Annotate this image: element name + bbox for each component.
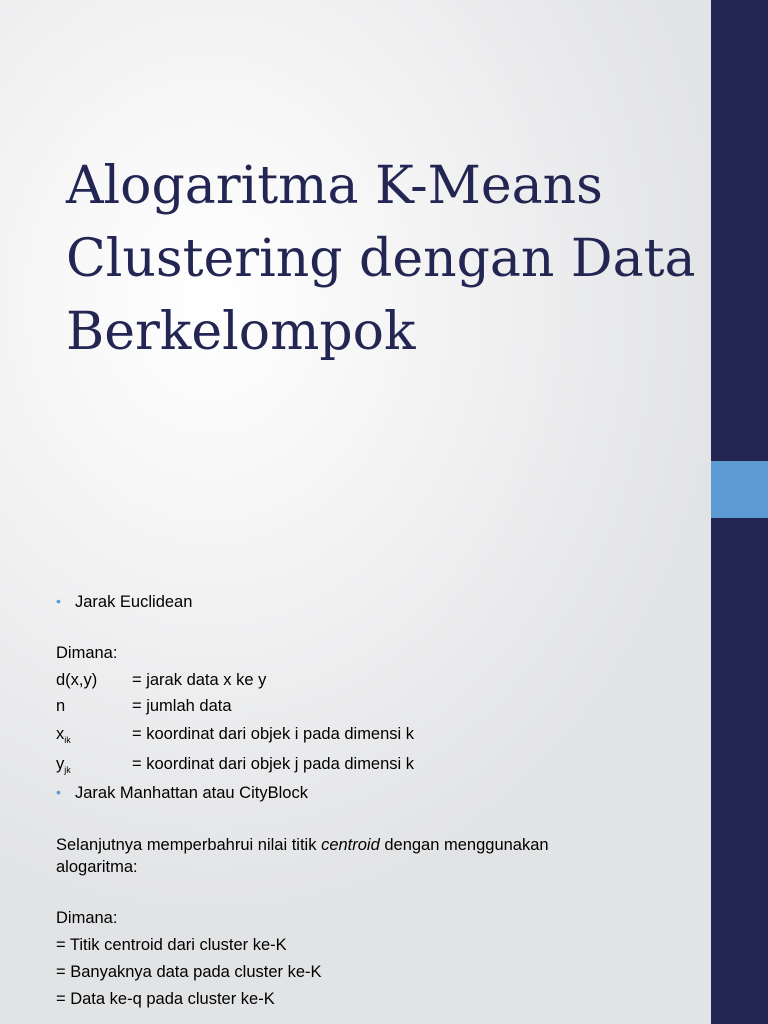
sidebar-accent-block — [711, 461, 768, 518]
bullet-icon: • — [56, 593, 61, 609]
definition-text: = koordinat dari objek j pada dimensi k — [132, 755, 415, 773]
centroid-definition: = Titik centroid dari cluster ke-K — [56, 936, 287, 954]
bullet-jarak-manhattan: Jarak Manhattan atau CityBlock — [75, 784, 308, 802]
definition-text: = jumlah data — [132, 697, 232, 715]
definition-variable: d(x,y) — [56, 671, 98, 689]
paragraph-line-2: alogaritma: — [56, 858, 138, 876]
title-line-2: Clustering dengan Data — [66, 229, 696, 289]
definition-variable: n — [56, 697, 66, 715]
title-line-1: Alogaritma K-Means — [66, 156, 603, 216]
title-line-3: Berkelompok — [66, 302, 416, 362]
variable-subscript: jk — [64, 765, 71, 775]
emphasis-centroid: centroid — [321, 836, 380, 854]
bullet-jarak-euclidean: Jarak Euclidean — [75, 593, 193, 611]
dimana-label-2: Dimana: — [56, 909, 118, 927]
count-definition: = Banyaknya data pada cluster ke-K — [56, 963, 322, 981]
definition-variable: $x_{ik}$ — [56, 725, 71, 745]
definition-variable: $y_{jk}$ — [56, 755, 71, 775]
definition-text: = jarak data x ke y — [132, 671, 267, 689]
bullet-icon: • — [56, 784, 61, 800]
data-definition: = Data ke-q pada cluster ke-K — [56, 990, 275, 1008]
variable-subscript: ik — [64, 735, 71, 745]
definition-text: = koordinat dari objek i pada dimensi k — [132, 725, 415, 743]
paragraph-line-1: Selanjutnya memperbahrui nilai titik centroid dengan menggunakan — [56, 836, 549, 854]
dimana-label-1: Dimana: — [56, 644, 118, 662]
